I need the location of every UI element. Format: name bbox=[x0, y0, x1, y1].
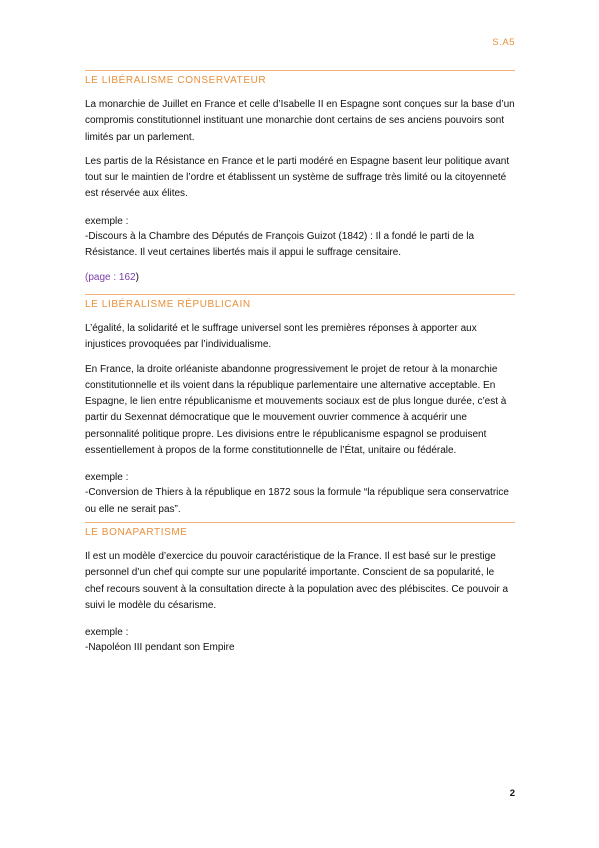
page-reference bbox=[85, 272, 515, 283]
example-label: exemple : bbox=[85, 472, 129, 484]
section-title: LE LIBÉRALISME CONSERVATEUR bbox=[85, 70, 515, 89]
example-text: -Napoléon III pendant son Empire bbox=[85, 642, 235, 654]
example-text: -Conversion de Thiers à la république en 1872 sous la formule “la république sera conservatrice ou elle ne serait pas”. bbox=[85, 487, 509, 515]
example-text: -Discours à la Chambre des Députés de François Guizot (1842) : Il a fondé le parti de la Résistance. Il veut certaines libertés mais il appui le suffrage censitaire. bbox=[85, 230, 475, 259]
section-liberalisme-republicain bbox=[85, 294, 515, 518]
paragraph: La monarchie de Juillet en France et celle d’Isabelle II en Espagne sont conçues sur la base d’un compromis constitutionnel instituant une monarchie dont certains de ses anciens pouvoirs sont limités par un parlement. bbox=[85, 99, 515, 143]
section-liberalisme-conservateur bbox=[85, 70, 515, 283]
page-ref-open: ( bbox=[85, 272, 89, 284]
paragraph: En France, la droite orléaniste abandonne progressivement le projet de retour à la monarchie constitutionnelle et ils voient dans la république parlementaire une alternative acceptable. En Espagne, le lien entre républicanisme et mouvements sociaux est de plus longue durée, c’est à partir du Sexennat démocratique que le mouvement ouvrier commence à acquérir une personnalité politique propre. Les divisions entre le républicanisme espagnol se produisent essentiellement à propos de la forme constitutionnelle de l’État, unitaire ou fédérale. bbox=[85, 363, 507, 457]
page-ref-link[interactable]: page : 162 bbox=[88, 272, 136, 284]
document-code: S.A5 bbox=[492, 37, 515, 48]
example-label: exemple : bbox=[85, 215, 129, 227]
page-number: 2 bbox=[509, 788, 515, 799]
page-ref-close: ) bbox=[135, 272, 139, 284]
example-label: exemple : bbox=[85, 627, 129, 639]
section-bonapartisme bbox=[85, 522, 515, 656]
section-title: LE BONAPARTISME bbox=[85, 522, 515, 541]
paragraph: Il est un modèle d’exercice du pouvoir caractéristique de la France. Il est basé sur le prestige personnel d’un chef qui compte sur une popularité importante. Conscient de sa popularité, le chef recours souvent à la consultation directe à la population avec des plébiscites. Ce pouvoir a suivi le modèle du césarisme. bbox=[85, 551, 509, 611]
paragraph: Les partis de la Résistance en France et le parti modéré en Espagne basent leur politique avant tout sur le maintien de l’ordre et établissent un système de suffrage très limité ou la citoyenneté est réservée aux élites. bbox=[85, 155, 510, 200]
paragraph: L’égalité, la solidarité et le suffrage universel sont les premières réponses à apporter aux injustices provoquées par l’individualisme. bbox=[85, 323, 477, 351]
section-title: LE LIBÉRALISME RÉPUBLICAIN bbox=[85, 294, 515, 313]
